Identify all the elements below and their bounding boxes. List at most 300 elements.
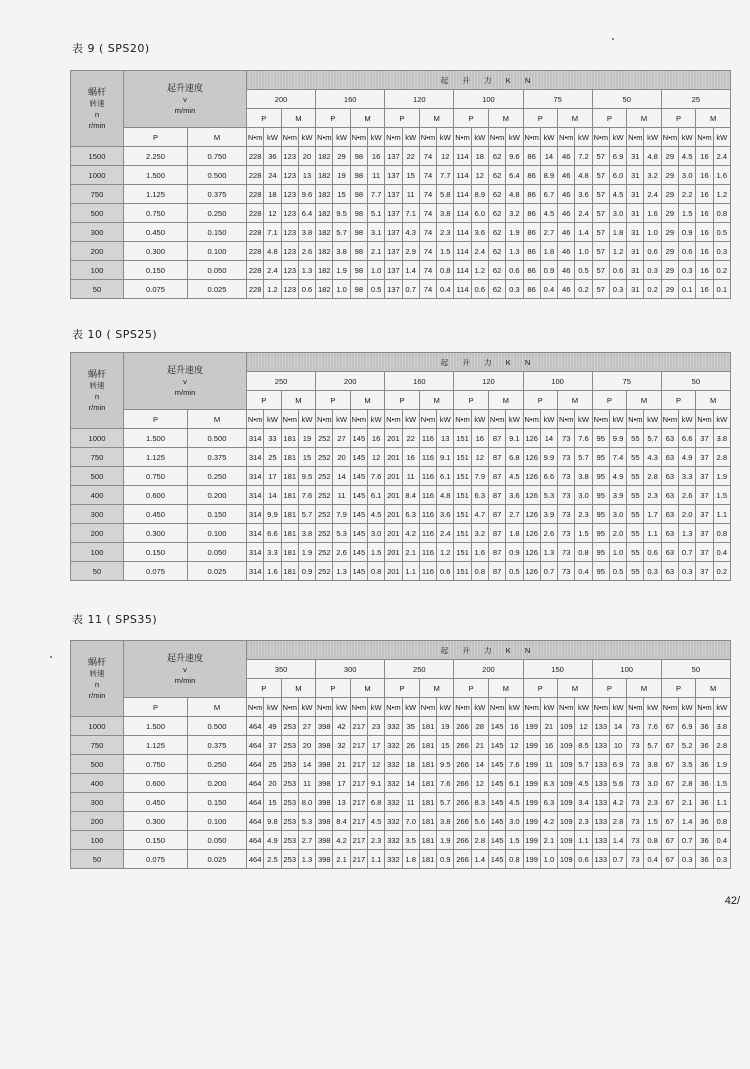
lift-speed-cell: 0.450 — [124, 223, 188, 242]
value-cell: 2.4 — [644, 185, 661, 204]
value-cell: 29 — [661, 185, 678, 204]
value-cell: 63 — [661, 505, 678, 524]
value-cell: 182 — [316, 166, 333, 185]
value-cell: 464 — [247, 717, 264, 736]
value-cell: 74 — [419, 280, 436, 299]
value-cell: 252 — [316, 448, 333, 467]
value-cell: 199 — [523, 793, 540, 812]
load-header: 50 — [661, 660, 730, 679]
worm-speed-header — [71, 71, 124, 147]
value-cell: 4.5 — [575, 774, 592, 793]
value-cell: 1.3 — [298, 850, 315, 869]
value-cell: 1.3 — [540, 543, 557, 562]
value-cell: 2.4 — [575, 204, 592, 223]
value-cell: 7.1 — [402, 204, 419, 223]
value-cell: 109 — [558, 755, 575, 774]
lift-speed-cell: 0.050 — [188, 261, 247, 280]
value-cell: 2.1 — [679, 793, 696, 812]
header-label-line: 转速 — [89, 98, 105, 108]
value-cell: 217 — [350, 755, 367, 774]
table-row — [71, 793, 731, 812]
unit-torque: N•m — [661, 128, 678, 147]
value-cell: 63 — [661, 524, 678, 543]
m-header: M — [558, 391, 593, 410]
unit-torque: N•m — [247, 410, 264, 429]
value-cell: 7.6 — [367, 467, 384, 486]
unit-torque: N•m — [523, 410, 540, 429]
value-cell: 98 — [350, 223, 367, 242]
value-cell: 181 — [281, 543, 298, 562]
value-cell: 0.8 — [644, 831, 661, 850]
lift-speed-cell: 0.500 — [188, 717, 247, 736]
value-cell: 1.9 — [713, 755, 730, 774]
value-cell: 145 — [350, 429, 367, 448]
value-cell: 1.6 — [471, 543, 488, 562]
unit-power: kW — [713, 410, 730, 429]
unit-torque: N•m — [419, 128, 436, 147]
table-row — [71, 147, 731, 166]
value-cell: 0.3 — [679, 850, 696, 869]
worm-speed-cell: 200 — [71, 242, 124, 261]
value-cell: 332 — [385, 774, 402, 793]
value-cell: 13 — [437, 429, 454, 448]
value-cell: 6.8 — [506, 448, 523, 467]
value-cell: 36 — [696, 812, 713, 831]
value-cell: 3.6 — [437, 505, 454, 524]
value-cell: 16 — [696, 223, 713, 242]
value-cell: 3.0 — [506, 812, 523, 831]
value-cell: 398 — [316, 793, 333, 812]
value-cell: 4.2 — [609, 793, 626, 812]
lift-speed-cell: 0.750 — [124, 467, 188, 486]
value-cell: 62 — [488, 166, 505, 185]
unit-power: kW — [367, 128, 384, 147]
value-cell: 0.8 — [575, 543, 592, 562]
value-cell: 332 — [385, 812, 402, 831]
value-cell: 11 — [367, 166, 384, 185]
value-cell: 57 — [592, 185, 609, 204]
value-cell: 46 — [558, 242, 575, 261]
m-header: M — [281, 109, 316, 128]
lift-speed-cell: 0.500 — [188, 166, 247, 185]
load-header: 200 — [454, 660, 523, 679]
value-cell: 5.7 — [333, 223, 350, 242]
value-cell: 133 — [592, 717, 609, 736]
table-row — [71, 166, 731, 185]
value-cell: 133 — [592, 736, 609, 755]
unit-torque: N•m — [419, 410, 436, 429]
value-cell: 17 — [264, 467, 281, 486]
value-cell: 1.0 — [333, 280, 350, 299]
value-cell: 8.5 — [575, 736, 592, 755]
value-cell: 1.5 — [506, 831, 523, 850]
value-cell: 6.4 — [298, 204, 315, 223]
value-cell: 0.7 — [679, 543, 696, 562]
value-cell: 20 — [333, 448, 350, 467]
p-header: P — [454, 679, 489, 698]
value-cell: 2.4 — [264, 261, 281, 280]
load-header: 160 — [316, 90, 385, 109]
lift-speed-cell: 0.375 — [188, 736, 247, 755]
lift-speed-cell: 0.150 — [124, 543, 188, 562]
value-cell: 1.3 — [506, 242, 523, 261]
value-cell: 3.0 — [644, 774, 661, 793]
value-cell: 0.7 — [540, 562, 557, 581]
value-cell: 145 — [488, 736, 505, 755]
value-cell: 1.0 — [575, 242, 592, 261]
value-cell: 252 — [316, 429, 333, 448]
value-cell: 19 — [298, 429, 315, 448]
value-cell: 181 — [419, 831, 436, 850]
lift-speed-m-header: M — [188, 128, 247, 147]
value-cell: 126 — [523, 562, 540, 581]
value-cell: 3.5 — [679, 755, 696, 774]
value-cell: 145 — [350, 524, 367, 543]
header-label-line: m/min — [174, 675, 196, 685]
value-cell: 98 — [350, 166, 367, 185]
value-cell: 18 — [264, 185, 281, 204]
value-cell: 3.8 — [644, 755, 661, 774]
value-cell: 62 — [488, 147, 505, 166]
value-cell: 228 — [247, 204, 264, 223]
value-cell: 0.3 — [713, 850, 730, 869]
value-cell: 145 — [488, 774, 505, 793]
value-cell: 2.8 — [609, 812, 626, 831]
p-header: P — [661, 679, 696, 698]
header-label-line: 蜗杆 — [87, 368, 106, 379]
lift-speed-cell: 0.375 — [188, 185, 247, 204]
load-header: 200 — [247, 90, 316, 109]
value-cell: 252 — [316, 467, 333, 486]
value-cell: 3.0 — [609, 204, 626, 223]
value-cell: 74 — [419, 147, 436, 166]
value-cell: 126 — [523, 543, 540, 562]
m-header: M — [419, 391, 454, 410]
value-cell: 137 — [385, 261, 402, 280]
value-cell: 14 — [609, 717, 626, 736]
worm-speed-cell: 750 — [71, 448, 124, 467]
value-cell: 22 — [402, 429, 419, 448]
value-cell: 0.3 — [506, 280, 523, 299]
m-header: M — [488, 391, 523, 410]
value-cell: 266 — [454, 850, 471, 869]
value-cell: 28 — [471, 717, 488, 736]
value-cell: 0.9 — [506, 543, 523, 562]
value-cell: 46 — [558, 147, 575, 166]
value-cell: 6.6 — [679, 429, 696, 448]
value-cell: 29 — [661, 280, 678, 299]
m-header: M — [488, 679, 523, 698]
value-cell: 15 — [264, 793, 281, 812]
value-cell: 181 — [419, 774, 436, 793]
header-label-line: r/min — [88, 690, 106, 700]
value-cell: 86 — [523, 166, 540, 185]
value-cell: 133 — [592, 812, 609, 831]
header-label-line: 转速 — [89, 380, 105, 390]
value-cell: 0.8 — [713, 204, 730, 223]
value-cell: 57 — [592, 204, 609, 223]
value-cell: 74 — [419, 185, 436, 204]
unit-torque: N•m — [385, 698, 402, 717]
value-cell: 57 — [592, 147, 609, 166]
lift-speed-cell: 0.025 — [188, 280, 247, 299]
value-cell: 137 — [385, 280, 402, 299]
value-cell: 4.9 — [264, 831, 281, 850]
value-cell: 1.8 — [609, 223, 626, 242]
value-cell: 16 — [471, 429, 488, 448]
value-cell: 126 — [523, 467, 540, 486]
value-cell: 3.9 — [609, 486, 626, 505]
value-cell: 151 — [454, 543, 471, 562]
value-cell: 4.3 — [644, 448, 661, 467]
value-cell: 123 — [281, 185, 298, 204]
value-cell: 123 — [281, 166, 298, 185]
value-cell: 95 — [592, 505, 609, 524]
value-cell: 398 — [316, 831, 333, 850]
value-cell: 67 — [661, 812, 678, 831]
value-cell: 6.9 — [679, 717, 696, 736]
value-cell: 0.8 — [713, 524, 730, 543]
value-cell: 73 — [558, 467, 575, 486]
lifting-force-title: 起 升 力 K N — [247, 353, 731, 372]
value-cell: 14 — [540, 429, 557, 448]
value-cell: 3.2 — [644, 166, 661, 185]
value-cell: 18 — [471, 147, 488, 166]
value-cell: 464 — [247, 774, 264, 793]
lift-speed-cell: 0.050 — [188, 543, 247, 562]
value-cell: 109 — [558, 850, 575, 869]
load-header: 120 — [385, 90, 454, 109]
unit-torque: N•m — [454, 128, 471, 147]
value-cell: 464 — [247, 736, 264, 755]
value-cell: 116 — [419, 448, 436, 467]
value-cell: 55 — [627, 429, 644, 448]
value-cell: 109 — [558, 793, 575, 812]
value-cell: 133 — [592, 755, 609, 774]
value-cell: 2.4 — [437, 524, 454, 543]
lift-speed-cell: 0.750 — [124, 755, 188, 774]
page-number: 42/ — [724, 895, 740, 907]
table-row — [71, 448, 731, 467]
m-header: M — [696, 391, 731, 410]
lift-speed-header — [124, 71, 247, 128]
value-cell: 9.1 — [506, 429, 523, 448]
worm-speed-cell: 750 — [71, 736, 124, 755]
value-cell: 98 — [350, 242, 367, 261]
value-cell: 181 — [281, 524, 298, 543]
load-header: 150 — [523, 660, 592, 679]
value-cell: 11 — [402, 793, 419, 812]
value-cell: 73 — [627, 812, 644, 831]
value-cell: 63 — [661, 486, 678, 505]
lift-speed-cell: 0.300 — [124, 812, 188, 831]
table-row — [71, 850, 731, 869]
table-row — [71, 242, 731, 261]
value-cell: 62 — [488, 280, 505, 299]
value-cell: 57 — [592, 242, 609, 261]
value-cell: 31 — [627, 280, 644, 299]
table-row — [71, 562, 731, 581]
value-cell: 116 — [419, 467, 436, 486]
value-cell: 4.5 — [367, 812, 384, 831]
header-label-line: 蜗杆 — [87, 656, 106, 667]
value-cell: 2.8 — [713, 448, 730, 467]
value-cell: 4.2 — [333, 831, 350, 850]
value-cell: 217 — [350, 812, 367, 831]
value-cell: 0.4 — [713, 831, 730, 850]
value-cell: 201 — [385, 467, 402, 486]
p-header: P — [523, 679, 558, 698]
value-cell: 4.2 — [402, 524, 419, 543]
header-label-line: v — [183, 376, 187, 386]
lift-speed-cell: 0.500 — [188, 429, 247, 448]
value-cell: 266 — [454, 831, 471, 850]
value-cell: 3.3 — [264, 543, 281, 562]
value-cell: 12 — [471, 166, 488, 185]
value-cell: 1.7 — [644, 505, 661, 524]
unit-torque: N•m — [592, 410, 609, 429]
value-cell: 201 — [385, 448, 402, 467]
value-cell: 109 — [558, 774, 575, 793]
value-cell: 228 — [247, 280, 264, 299]
value-cell: 1.9 — [298, 543, 315, 562]
value-cell: 182 — [316, 223, 333, 242]
m-header: M — [627, 391, 662, 410]
value-cell: 314 — [247, 486, 264, 505]
value-cell: 114 — [454, 204, 471, 223]
value-cell: 86 — [523, 261, 540, 280]
value-cell: 252 — [316, 505, 333, 524]
value-cell: 4.8 — [437, 486, 454, 505]
value-cell: 29 — [661, 261, 678, 280]
value-cell: 7.2 — [575, 147, 592, 166]
value-cell: 9.9 — [540, 448, 557, 467]
table-9-caption: 表 9 ( SPS20) — [72, 42, 150, 55]
value-cell: 217 — [350, 736, 367, 755]
table-row — [71, 261, 731, 280]
value-cell: 1.9 — [506, 223, 523, 242]
value-cell: 0.9 — [679, 223, 696, 242]
m-header: M — [350, 391, 385, 410]
value-cell: 0.1 — [713, 280, 730, 299]
value-cell: 2.7 — [540, 223, 557, 242]
value-cell: 182 — [316, 280, 333, 299]
value-cell: 67 — [661, 831, 678, 850]
load-header: 100 — [592, 660, 661, 679]
value-cell: 16 — [696, 185, 713, 204]
value-cell: 8.9 — [540, 166, 557, 185]
lift-speed-cell: 0.450 — [124, 505, 188, 524]
value-cell: 2.7 — [298, 831, 315, 850]
value-cell: 31 — [627, 204, 644, 223]
value-cell: 2.6 — [540, 524, 557, 543]
value-cell: 126 — [523, 524, 540, 543]
unit-power: kW — [609, 410, 626, 429]
unit-torque: N•m — [558, 128, 575, 147]
value-cell: 398 — [316, 774, 333, 793]
load-header: 200 — [316, 372, 385, 391]
value-cell: 314 — [247, 429, 264, 448]
value-cell: 7.9 — [471, 467, 488, 486]
value-cell: 253 — [281, 812, 298, 831]
value-cell: 46 — [558, 261, 575, 280]
value-cell: 36 — [696, 850, 713, 869]
value-cell: 109 — [558, 812, 575, 831]
value-cell: 0.9 — [298, 562, 315, 581]
unit-power: kW — [298, 698, 315, 717]
table-row — [71, 467, 731, 486]
value-cell: 1.2 — [609, 242, 626, 261]
value-cell: 182 — [316, 185, 333, 204]
value-cell: 73 — [627, 717, 644, 736]
worm-speed-cell: 1000 — [71, 429, 124, 448]
value-cell: 31 — [627, 223, 644, 242]
header-label-line: r/min — [88, 120, 106, 130]
unit-power: kW — [609, 128, 626, 147]
m-header: M — [419, 109, 454, 128]
value-cell: 332 — [385, 831, 402, 850]
value-cell: 1.1 — [575, 831, 592, 850]
value-cell: 11 — [298, 774, 315, 793]
value-cell: 4.2 — [540, 812, 557, 831]
p-header: P — [385, 109, 420, 128]
value-cell: 2.8 — [713, 736, 730, 755]
value-cell: 73 — [627, 793, 644, 812]
m-header: M — [696, 679, 731, 698]
value-cell: 37 — [696, 486, 713, 505]
value-cell: 63 — [661, 467, 678, 486]
value-cell: 31 — [627, 166, 644, 185]
value-cell: 7.7 — [367, 185, 384, 204]
value-cell: 145 — [488, 831, 505, 850]
value-cell: 1.9 — [437, 831, 454, 850]
value-cell: 199 — [523, 812, 540, 831]
unit-power: kW — [367, 410, 384, 429]
value-cell: 73 — [558, 543, 575, 562]
value-cell: 87 — [488, 562, 505, 581]
value-cell: 5.6 — [471, 812, 488, 831]
table-row — [71, 543, 731, 562]
unit-power: kW — [713, 698, 730, 717]
value-cell: 0.5 — [367, 280, 384, 299]
value-cell: 1.2 — [437, 543, 454, 562]
value-cell: 0.5 — [713, 223, 730, 242]
lift-speed-cell: 0.150 — [188, 505, 247, 524]
lift-speed-cell: 0.750 — [188, 147, 247, 166]
unit-power: kW — [506, 698, 523, 717]
value-cell: 253 — [281, 831, 298, 850]
worm-speed-cell: 100 — [71, 261, 124, 280]
table-row — [71, 185, 731, 204]
load-header: 120 — [454, 372, 523, 391]
worm-speed-cell: 400 — [71, 774, 124, 793]
value-cell: 5.6 — [609, 774, 626, 793]
p-header: P — [385, 679, 420, 698]
unit-power: kW — [298, 410, 315, 429]
value-cell: 62 — [488, 223, 505, 242]
value-cell: 2.7 — [506, 505, 523, 524]
value-cell: 4.9 — [679, 448, 696, 467]
value-cell: 2.0 — [679, 505, 696, 524]
value-cell: 464 — [247, 755, 264, 774]
value-cell: 14 — [298, 755, 315, 774]
value-cell: 0.2 — [575, 280, 592, 299]
value-cell: 0.6 — [609, 261, 626, 280]
value-cell: 0.6 — [644, 242, 661, 261]
unit-torque: N•m — [696, 410, 713, 429]
value-cell: 21 — [471, 736, 488, 755]
value-cell: 1.4 — [471, 850, 488, 869]
